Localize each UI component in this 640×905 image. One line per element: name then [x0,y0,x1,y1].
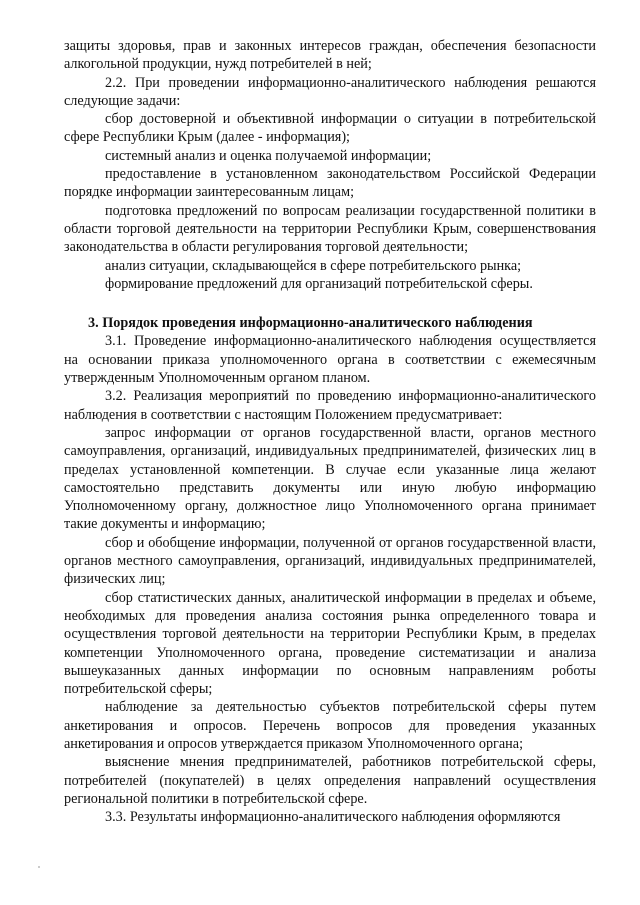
section-heading: 3. Порядок проведения информационно-аналитического наблюдения [88,315,533,332]
paragraph: защиты здоровья, прав и законных интересов граждан, обеспечения безопасности алкогольной продукции, нужд потребителей в ней; [64,38,596,73]
paragraph: сбор и обобщение информации, полученной от органов государственной власти, органов местного самоуправления, организаций, индивидуальных предпринимателей, физических лиц; [64,534,596,588]
scan-speck [38,866,40,868]
paragraph: 2.2. При проведении информационно-аналитического наблюдения решаются следующие задачи: [64,74,596,109]
paragraph: формирование предложений для организаций потребительской сферы. [105,275,533,292]
paragraph: выяснение мнения предпринимателей, работников потребительской сферы, потребителей (покупателей) в целях определения направлений осуществления региональной политики в потребительской сфере. [64,754,596,807]
paragraph: 3.1. Проведение информационно-аналитического наблюдения осуществляется на основании приказа уполномоченного органа в соответствии с ежемесячным утвержденным Уполномоченным органом планом. [64,333,596,387]
paragraph: сбор статистических данных, аналитической информации в пределах и объеме, необходимых для проведения анализа состояния рынка определенного товара и осуществления торговой деятельности на территории Республики Крым, в пределах компетенции Уполномоченного органа, проведение систематизации и анализа вышеуказанных данных информации по основным направлениям роботы потребительской сферы; [64,589,596,698]
paragraph: подготовка предложений по вопросам реализации государственной политики в области торговой деятельности на территории Республики Крым, совершенствования законодательства в области регулирования торговой деятельности; [64,202,596,256]
paragraph: 3.2. Реализация мероприятий по проведению информационно-аналитического наблюдения в соответствии с настоящим Положением предусматривает: [64,388,596,423]
paragraph: предоставление в установленном законодательством Российской Федерации порядке информации заинтересованным лицам; [64,166,596,201]
paragraph: сбор достоверной и объективной информации о ситуации в потребительской сфере Республики Крым (далее - информация); [64,111,596,146]
paragraph: анализ ситуации, складывающейся в сфере потребительского рынка; [105,257,522,274]
paragraph: 3.3. Результаты информационно-аналитического наблюдения оформляются [105,809,561,826]
document-text [64,37,596,826]
paragraph: запрос информации от органов государственной власти, органов местного самоуправления, организаций, индивидуальных предпринимателей, физических лиц в пределах установленной компетенции. В случае если указанные лица желают самостоятельно представить документы или иную любую информацию Уполномоченному органу, должностное лицо Уполномоченного органа принимает такие документы и информацию; [64,424,596,533]
paragraph: наблюдение за деятельностью субъектов потребительской сферы путем анкетирования и опросов. Перечень вопросов для проведения указанных анкетирования и опросов утверждается приказом Уполномоченного органа; [64,699,596,752]
paragraph: системный анализ и оценка получаемой информации; [105,147,432,164]
